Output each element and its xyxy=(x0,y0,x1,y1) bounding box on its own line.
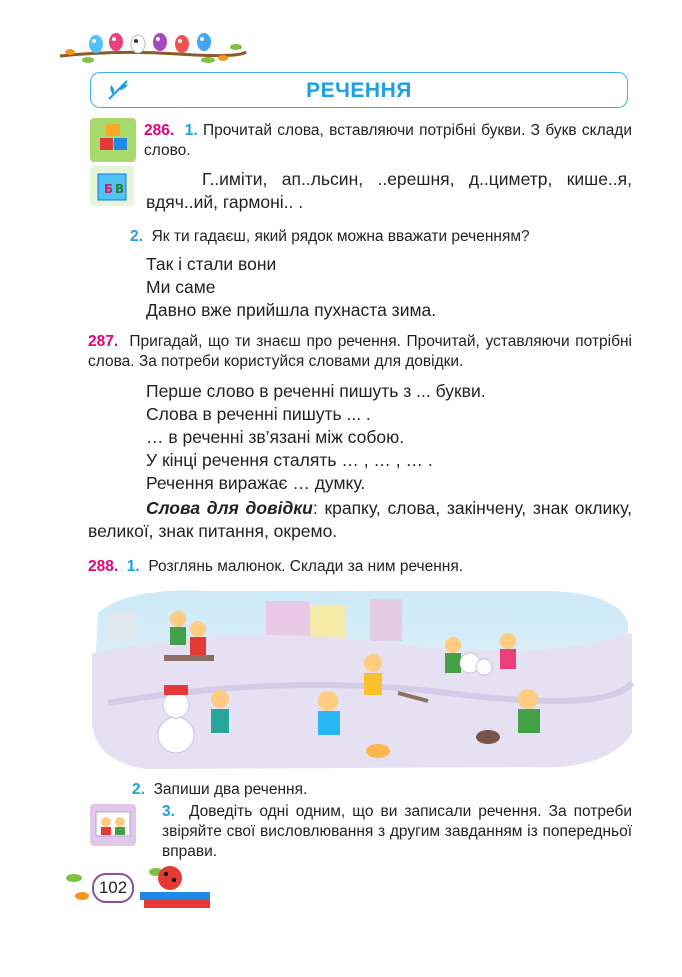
svg-text:Б: Б xyxy=(104,182,114,196)
ex288-task3-text: Доведіть одні одним, що ви записали речення. За потреби звіряйте свої висловлювання з другим завданням із попередньої вправи. xyxy=(162,803,632,860)
ex288-task3 xyxy=(162,802,632,862)
letter-cube-icon xyxy=(90,166,134,206)
ex287-help-text: : крапку, слова, закінчену, знак оклику, великої, знак питання, окремо. xyxy=(88,498,632,541)
ex286-task1-number: 1. xyxy=(184,122,198,139)
ex287-help-label: Слова для довідки xyxy=(146,498,313,518)
pair-work-icon xyxy=(90,804,136,846)
ex288-task1-text: Розглянь малюнок. Склади за ним речення. xyxy=(148,558,464,575)
ex286-number: 286. xyxy=(144,122,175,139)
ex286-line-3: Давно вже прийшла пухнаста зима. xyxy=(146,300,437,320)
ex287-line-1: Перше слово в реченні пишуть з ... букви. xyxy=(146,381,486,401)
ex288-task2-text: Запиши два речення. xyxy=(153,781,308,798)
ex286-task2-text: Як ти гадаєш, який рядок можна вважати реченням? xyxy=(151,228,530,245)
ex287-lines xyxy=(146,380,632,495)
ex286-line-2: Ми саме xyxy=(146,277,216,297)
ex286-line-1: Так і стали вони xyxy=(146,254,277,274)
ex286-task2 xyxy=(130,227,630,247)
ex287-line-3: … в реченні зв’язані між собою. xyxy=(146,427,405,447)
ex287-line-5: Речення виражає … думку. xyxy=(146,473,366,493)
ex288-task3-number: 3. xyxy=(162,803,175,820)
ex288-task1-number: 1. xyxy=(126,558,140,575)
ex287-number: 287. xyxy=(88,333,119,350)
ex286-task1 xyxy=(144,121,632,161)
ex288-task2-number: 2. xyxy=(132,781,145,798)
ex286-task1-text: Прочитай слова, вставляючи потрібні букви. З букв склади слово. xyxy=(144,122,632,159)
ex286-words-text: Г..иміти, ап..льсин, ..ерешня, д..циметр, кише..я, вдяч..ий, гармоні.. . xyxy=(146,169,632,212)
ex286-lines xyxy=(146,253,632,322)
ex287-text: Пригадай, що ти знаєш про речення. Прочитай, уставляючи потрібні слова. За потреби користуйся словами для довідки. xyxy=(88,333,632,370)
footer-leaves-decoration xyxy=(60,858,220,914)
page-title: РЕЧЕННЯ xyxy=(306,79,412,102)
ex287-task xyxy=(88,332,632,372)
birds-branch-decoration xyxy=(58,22,248,68)
ex288-number: 288. xyxy=(88,558,119,575)
ex288-task1 xyxy=(88,557,632,577)
ex287-help xyxy=(88,497,632,543)
ex287-line-2: Слова в реченні пишуть ... . xyxy=(146,404,371,424)
page-number: 102 xyxy=(92,873,134,903)
ex286-task2-number: 2. xyxy=(130,228,143,245)
winter-scene-illustration xyxy=(88,583,634,771)
svg-text:В: В xyxy=(115,182,125,196)
ex286-words xyxy=(146,168,632,214)
ex287-line-4: У кінці речення сталять … , … , … . xyxy=(146,450,433,470)
section-title-box xyxy=(90,72,628,108)
toy-blocks-icon xyxy=(90,118,136,162)
ex288-task2 xyxy=(132,780,632,800)
